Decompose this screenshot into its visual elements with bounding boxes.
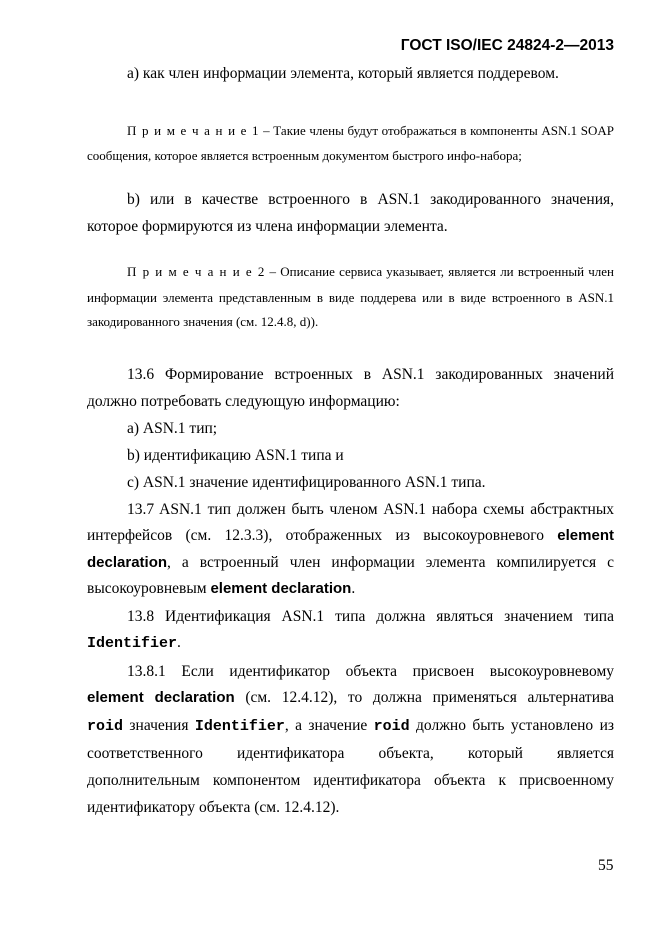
section-13-8-1: 13.8.1 Если идентификатор объекта присвоен высокоуровневому [127,663,614,680]
text: , а значение [284,717,374,734]
section-13-7: 13.7 ASN.1 тип должен быть членом ASN.1 набора схемы абстрактных [127,501,614,518]
note-2-line: закодированного значения (см. 12.4.8, d)). [87,314,319,329]
section-13-8-line [87,633,614,653]
term-bold: declaration [87,554,168,571]
document-header: ГОСТ ISO/IEC 24824-2—2013 [400,37,614,54]
section-13-8: 13.8 Идентификация ASN.1 типа должна являться значением типа [127,608,614,625]
list-item: а) ASN.1 тип; [127,420,218,437]
list-item-b: b) или в качестве встроенного в ASN.1 закодированного значения, [127,191,614,208]
note-label: П р и м е ч а н и е 2 [127,264,266,279]
text: . [351,580,356,597]
text: значения [123,717,195,734]
section-13-8-1-line [87,716,614,736]
text: высокоуровневым [87,580,211,597]
term-bold: element declaration [210,580,352,597]
section-13-8-1-line: идентификатору объекта (см. 12.4.12). [87,799,340,816]
note-1-line: сообщения, которое является встроенным документом быстрого инфо-набора; [87,148,522,163]
section-13-6: 13.6 Формирование встроенных в ASN.1 закодированных значений [127,366,614,383]
text: . [177,634,181,651]
section-13-8-1-line: соответственного идентификатора объекта, который является [87,745,614,762]
list-item: с) ASN.1 значение идентифицированного ASN.1 типа. [127,474,486,491]
code-term: Identifier [87,635,178,652]
text: должно быть установлено из [409,717,614,734]
section-13-6-cont: должно потребовать следующую информацию: [87,393,400,410]
text: интерфейсов (см. 12.3.3), отображенных из высокоуровневого [87,527,558,544]
list-item-a: а) как член информации элемента, который является поддеревом. [127,65,559,82]
term-bold: element [557,527,614,544]
list-item: b) идентификацию ASN.1 типа и [127,447,344,464]
text: (см. 12.4.12), то должна применяться альтернатива [234,689,614,706]
code-term: roid [373,718,410,735]
text: , а встроенный член информации элемента компилируется с [167,554,614,571]
note-1-line [127,121,614,141]
term-bold: element declaration [87,689,235,706]
section-13-7-line [87,553,614,573]
note-text: – Такие члены будут отображаться в компоненты ASN.1 SOAP [259,123,614,138]
note-2-line [127,262,614,282]
section-13-8-1-line [87,688,614,708]
note-label: П р и м е ч а н и е 1 [127,123,260,138]
code-term: Identifier [194,718,285,735]
note-2-line: информации элемента представленным в виде поддерева или в виде встроенного в ASN.1 [87,290,614,305]
section-13-8-1-line: дополнительным компонентом идентификатора объекта к присвоенному [87,772,614,789]
code-term: roid [87,718,124,735]
section-13-7-line [87,579,614,599]
list-item-b-cont: которое формируются из члена информации элемента. [87,218,448,235]
note-text: – Описание сервиса указывает, является ли встроенный член [265,264,614,279]
page-number: 55 [598,857,614,874]
section-13-7-line [87,526,614,546]
